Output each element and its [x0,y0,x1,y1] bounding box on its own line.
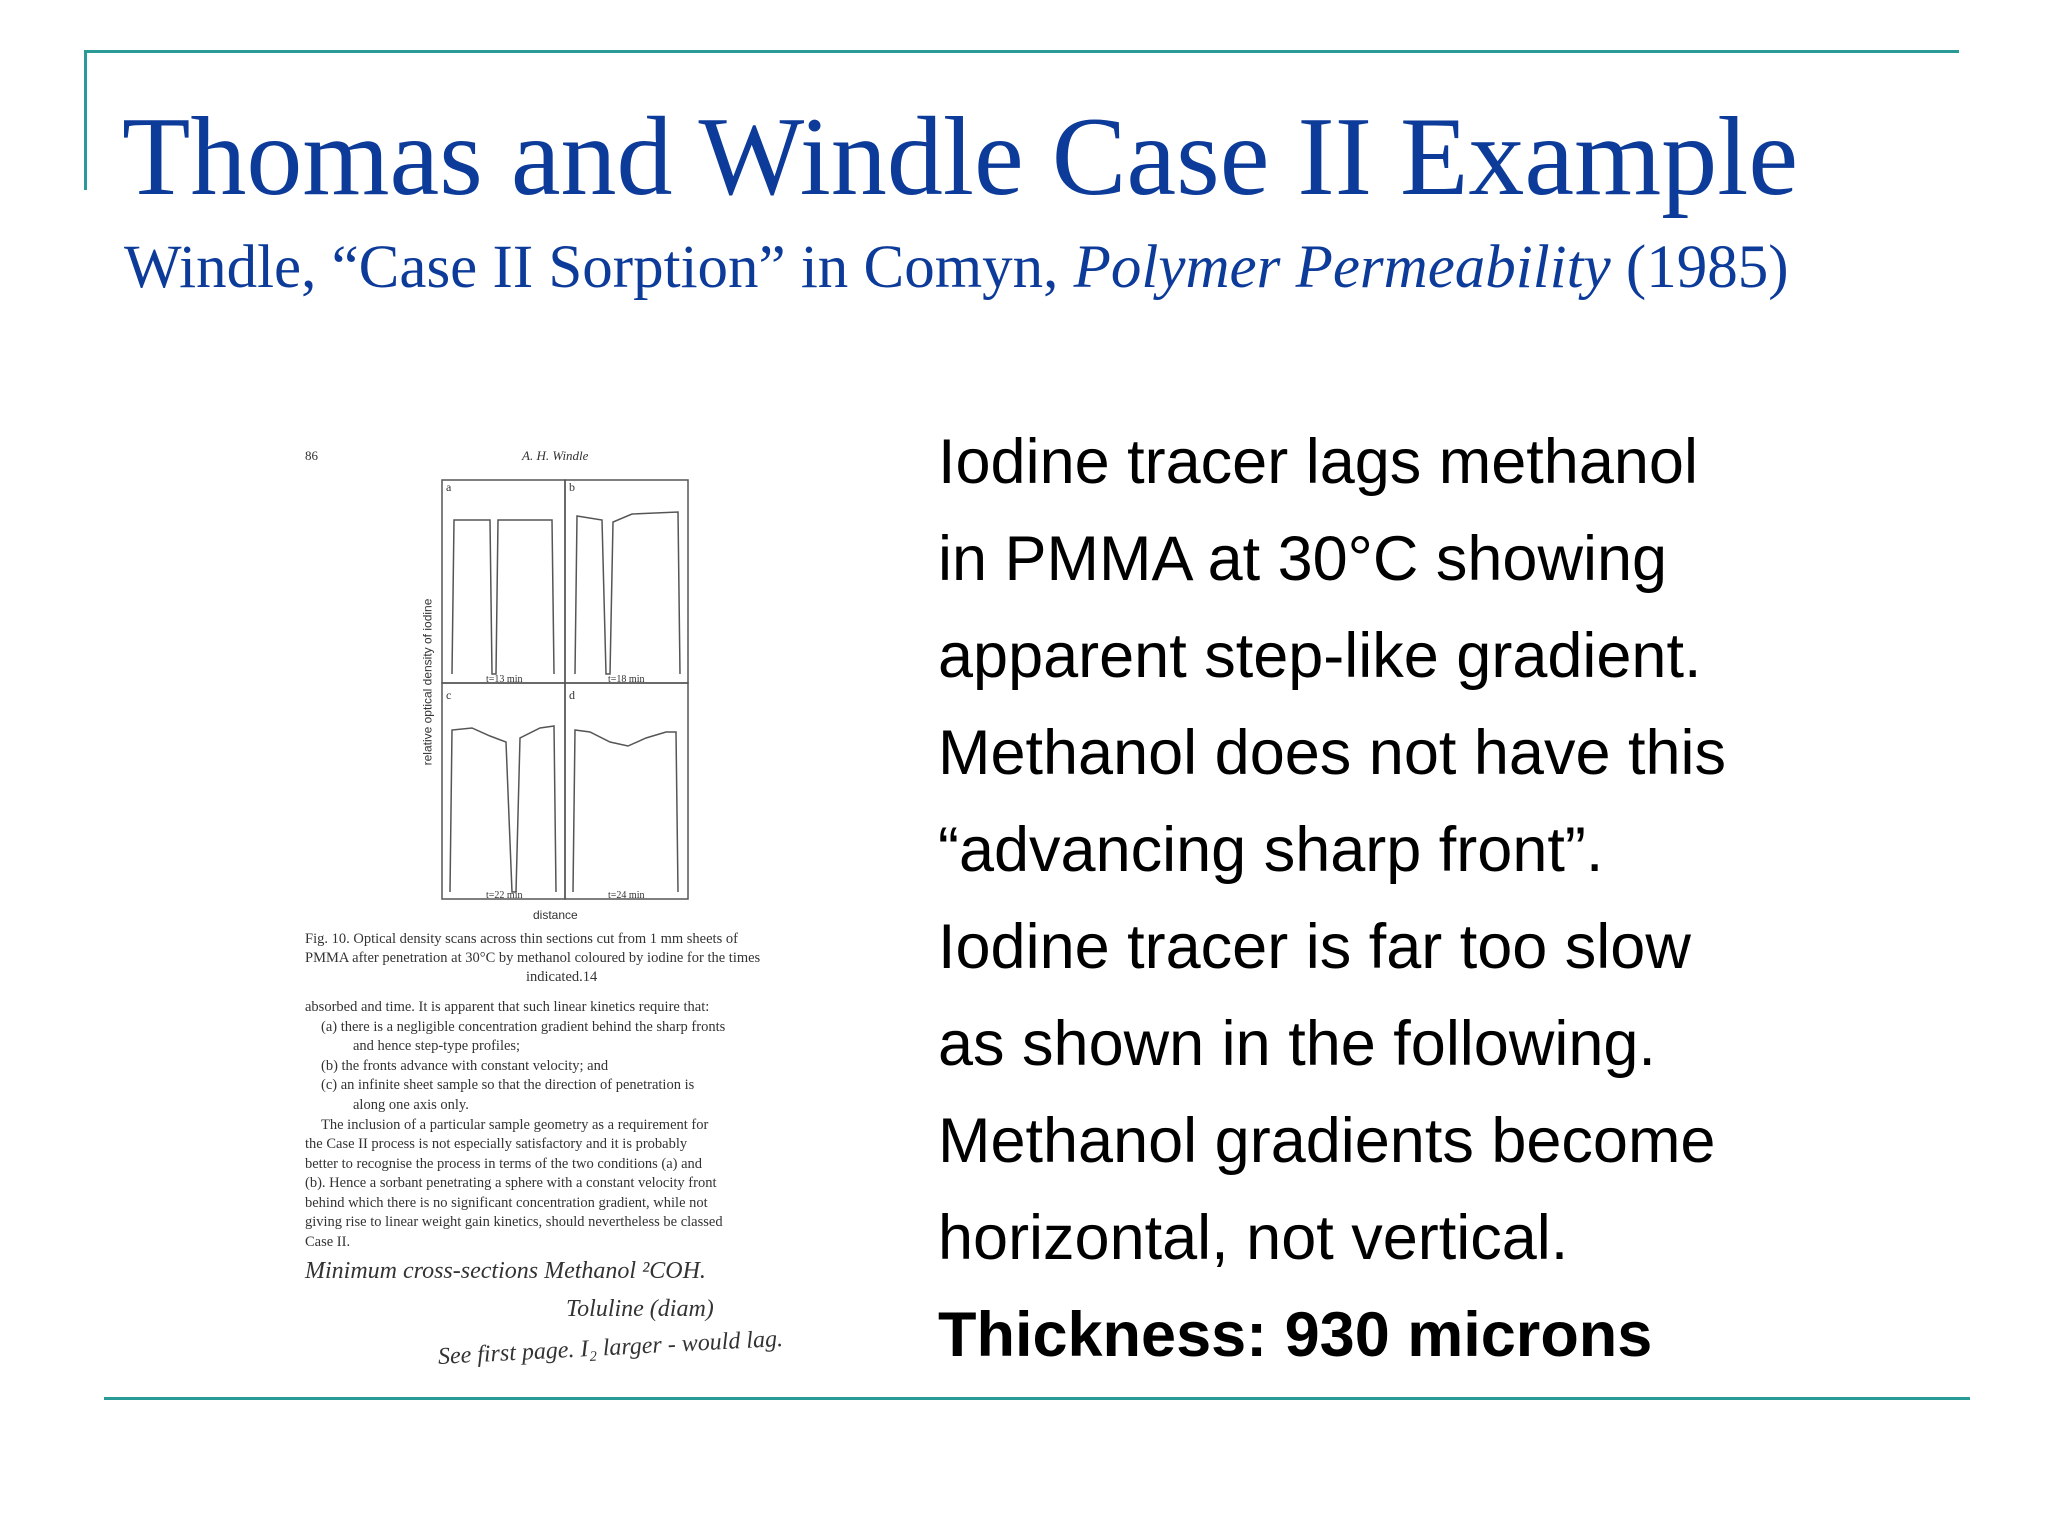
body-line: Iodine tracer is far too slow [938,912,1691,982]
subtitle-year: (1985) [1610,234,1789,301]
body-line: Iodine tracer lags methanol [938,427,1698,497]
panel-b-frame [565,480,688,683]
scan-text-line: (b). Hence a sorbant penetrating a sphere with a constant velocity front [305,1175,717,1191]
scan-x-axis-label: distance [533,908,578,922]
panel-a-frame [442,480,565,683]
slide-subtitle [124,232,1789,304]
subtitle-book-title: Polymer Permeability [1073,234,1611,301]
body-line: “advancing sharp front”. [938,815,1604,885]
panel-d-frame [565,683,688,899]
body-line: Methanol gradients become [938,1106,1716,1176]
scan-text-line: Case II. [305,1234,351,1250]
scan-running-head: A. H. Windle [522,448,589,463]
body-line: as shown in the following. [938,1009,1656,1079]
scan-text-line: (a) there is a negligible concentration gradient behind the sharp fronts [321,1019,726,1035]
panel-d-letter: d [569,688,575,702]
panel-b-trace [575,512,680,674]
scan-text-line: behind which there is no significant concentration gradient, while not [305,1195,708,1211]
scan-text-line: and hence step-type profiles; [353,1038,521,1054]
panel-c-trace [450,726,556,892]
body-line: horizontal, not vertical. [938,1203,1569,1273]
panel-c-time: t=22 min [486,890,523,901]
body-line: apparent step-like gradient. [938,621,1702,691]
scan-text-line: (b) the fronts advance with constant velocity; and [321,1058,609,1074]
left-rule [84,50,87,190]
panel-d-time: t=24 min [608,890,645,901]
panel-b-letter: b [569,480,575,494]
scan-text-line: the Case II process is not especially satisfactory and it is probably [305,1136,688,1152]
handwritten-note: Toluline (diam) [566,1296,714,1322]
panel-d-trace [573,730,678,892]
scan-caption-line: PMMA after penetration at 30°C by methanol coloured by iodine for the times [305,950,761,966]
panel-a-time: t=13 min [486,674,523,685]
handwritten-note: See first page. I₂ larger - would lag. [437,1325,784,1370]
top-rule [84,50,1959,53]
panel-c-frame [442,683,565,899]
scan-page-number: 86 [305,448,318,463]
scan-text-line: absorbed and time. It is apparent that such linear kinetics require that: [305,999,710,1015]
scan-text-line: better to recognise the process in terms of the two conditions (a) and [305,1156,703,1172]
scanned-page-figure [290,430,850,1410]
thickness-line: Thickness: 930 microns [938,1300,1653,1370]
handwritten-note: Minimum cross-sections Methanol ²COH. [305,1258,706,1284]
panel-b-time: t=18 min [608,674,645,685]
subtitle-prefix: Windle, “Case II Sorption” in Comyn, [124,234,1074,301]
scan-text-line: giving rise to linear weight gain kinetics, should nevertheless be classed [305,1214,723,1230]
slide-title: Thomas and Windle Case II Example [122,95,1799,219]
scan-text-line: (c) an infinite sheet sample so that the direction of penetration is [321,1077,695,1093]
body-line: Methanol does not have this [938,718,1727,788]
slide-body [938,414,2018,1384]
panel-c-letter: c [446,688,452,702]
scan-caption-line: Fig. 10. Optical density scans across thin sections cut from 1 mm sheets of [305,931,738,947]
panel-a-letter: a [446,480,452,494]
scan-y-axis-label: relative optical density of iodine [420,598,435,766]
panel-a-trace [452,520,554,674]
scan-text-line: The inclusion of a particular sample geometry as a requirement for [321,1117,709,1133]
scan-caption-line: indicated.14 [526,969,598,985]
scan-text-line: along one axis only. [353,1097,469,1113]
body-line: in PMMA at 30°C showing [938,524,1668,594]
